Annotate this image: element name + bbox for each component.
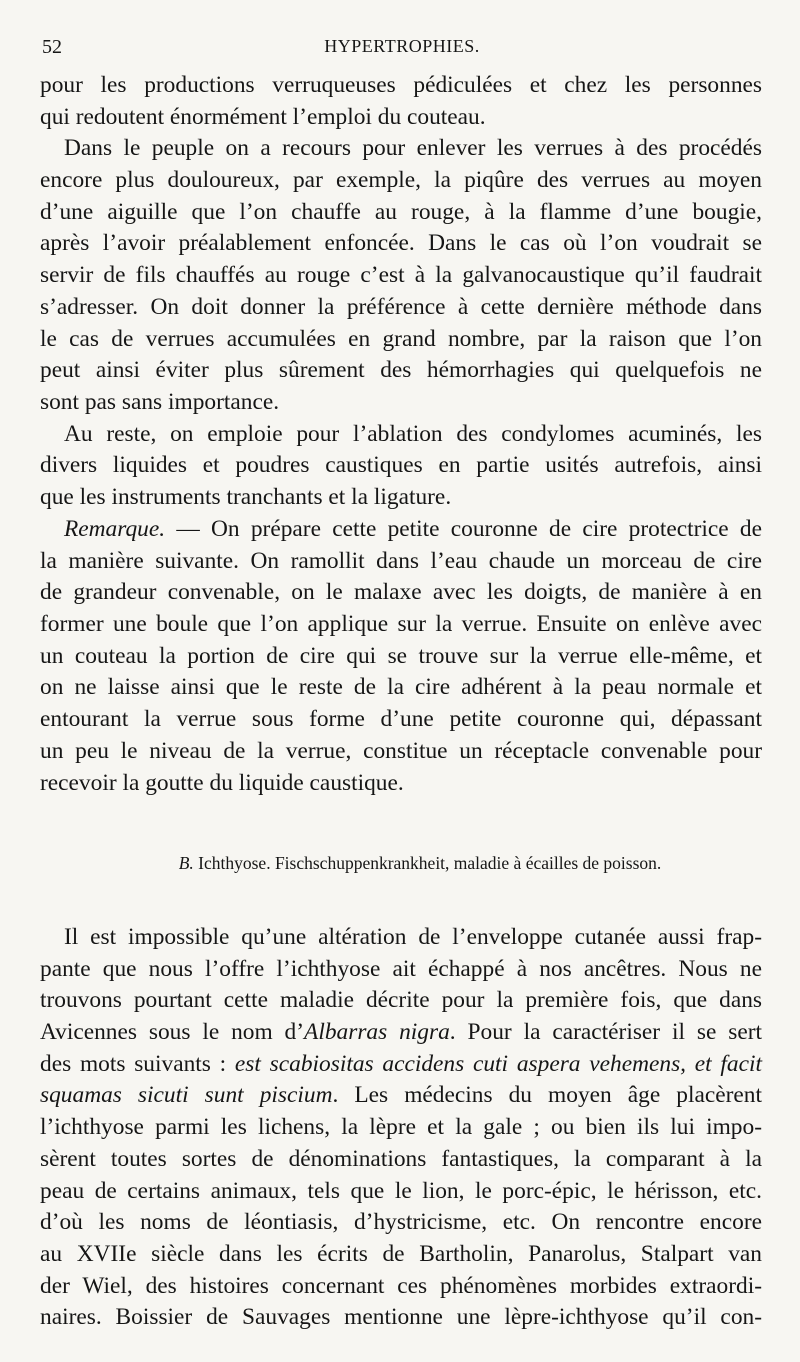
text-line: peut ainsi éviter plus sûrement des hémorrhagies qui quelquefois ne [40, 357, 762, 384]
text-run: des mots suivants : [40, 1050, 235, 1077]
text-line: naires. Boissier de Sauvages mentionne une lèpre-ichthyose qu’il con- [40, 1304, 762, 1331]
text-line: on ne laisse ainsi que le reste de la cire adhérent à la peau normale et [40, 674, 762, 701]
text-line: d’où les noms de léontiasis, d’hystricisme, etc. On rencontre encore [40, 1209, 762, 1236]
text-run: . Pour la caractériser il se sert [449, 1019, 762, 1046]
page-number: 52 [42, 36, 62, 58]
text-line: s’adresser. On doit donner la préférence à cette dernière méthode dans [40, 293, 762, 320]
text-run: Avicennes sous le nom d’ [40, 1019, 305, 1046]
text-line: que les instruments tranchants et la ligature. [40, 483, 452, 510]
text-line: Au reste, on emploie pour l’ablation des condylomes acuminés, les [64, 420, 762, 447]
text-line: la manière suivante. On ramollit dans l’eau chaude un morceau de cire [40, 547, 762, 574]
text-line: l’ichthyose parmi les lichens, la lèpre et la gale ; ou bien ils lui impo- [40, 1114, 762, 1141]
text-line: encore plus douloureux, par exemple, la piqûre des verrues au moyen [40, 167, 762, 194]
text-line: der Wiel, des histoires concernant ces phénomènes morbides extraordi- [40, 1272, 762, 1299]
text-line: divers liquides et poudres caustiques en partie usités autrefois, ainsi [40, 452, 762, 479]
text-line: de grandeur convenable, on le malaxe avec les doigts, de manière à en [40, 579, 762, 606]
text-line: qui redoutent énormément l’emploi du couteau. [40, 103, 486, 130]
page-header [40, 36, 764, 62]
latin-quote: est scabiositas accidens cuti aspera vehemens, et facit [234, 1050, 762, 1077]
text-line: après l’avoir préalablement enfoncée. Dans le cas où l’on voudrait se [40, 230, 762, 257]
text-line [40, 1049, 762, 1081]
italic-term: Albarras nigra [304, 1019, 450, 1046]
text-line [40, 1080, 762, 1112]
text-line: sont pas sans importance. [40, 388, 280, 415]
text-line [40, 514, 762, 546]
text-line: recevoir la goutte du liquide caustique. [40, 769, 404, 796]
text-line: d’une aiguille que l’on chauffe au rouge, à la flamme d’une bougie, [40, 198, 762, 225]
text-line: au XVIIe siècle dans les écrits de Bartholin, Panarolus, Stalpart van [40, 1240, 762, 1267]
text-line: trouvons pourtant cette maladie décrite pour la première fois, que dans [40, 987, 762, 1014]
remark-label: Remarque. [64, 516, 166, 542]
text-line: un peu le niveau de la verrue, constitue un réceptacle convenable pour [40, 737, 762, 764]
paragraph-block-verrues [40, 70, 762, 514]
text-line: pante que nous l’offre l’ichthyose ait échappé à nos ancêtres. Nous ne [40, 955, 762, 982]
text-line: Il est impossible qu’une altération de l’enveloppe cutanée aussi frap- [64, 924, 762, 950]
section-title: Ichthyose. Fischschuppenkrankheit, maladie à écailles de poisson. [193, 853, 662, 873]
text-line: entourant la verrue sous forme d’une petite couronne qui, dépassant [40, 706, 762, 733]
running-title: HYPERTROPHIES. [324, 36, 480, 56]
text-line: sèrent toutes sortes de dénominations fantastiques, la comparant à la [40, 1145, 762, 1172]
text-line: peau de certains animaux, tels que le lion, le porc-épic, le hérisson, etc. [40, 1177, 762, 1204]
text-run: . Les médecins du moyen âge placèrent [332, 1082, 762, 1109]
section-heading-ichthyose [100, 853, 740, 874]
text-line: Dans le peuple on a recours pour enlever les verrues à des procédés [64, 135, 762, 162]
paragraph-block-ichthyose [40, 922, 762, 1334]
section-marker: B. [178, 853, 194, 873]
remark-first-line: — On prépare cette petite couronne de cire protectrice de [165, 516, 762, 542]
remark-paragraph [40, 514, 762, 799]
text-line: former une boule que l’on applique sur la verrue. Ensuite on enlève avec [40, 611, 762, 638]
text-line: pour les productions verruqueuses pédiculées et chez les personnes [40, 72, 762, 98]
latin-quote: squamas sicuti sunt piscium [40, 1082, 333, 1109]
text-line: servir de fils chauffés au rouge c’est à la galvanocaustique qu’il faudrait [40, 262, 762, 289]
text-line [40, 1017, 762, 1049]
text-line: un couteau la portion de cire qui se trouve sur la verrue elle-même, et [40, 642, 762, 669]
text-line: le cas de verrues accumulées en grand nombre, par la raison que l’on [40, 325, 762, 352]
